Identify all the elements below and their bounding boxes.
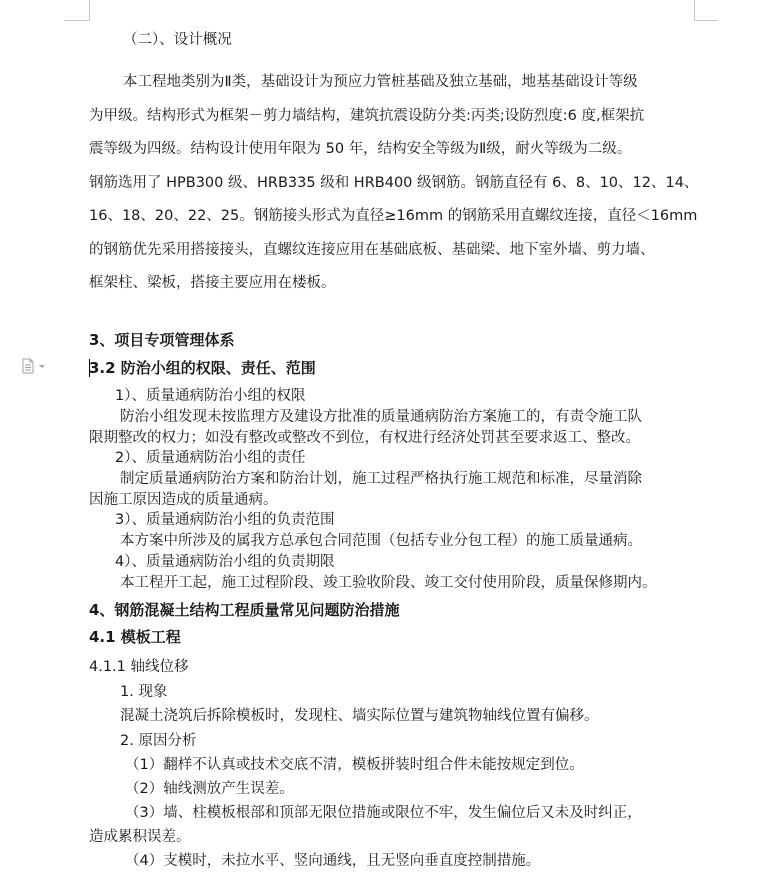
paragraph-line: 16、18、20、22、25。钢筋接头形式为直径≥16mm 的钢筋采用直螺纹连接，直径＜16mm [89, 208, 698, 224]
paragraph-line: 本方案中所涉及的属我方总承包合同范围（包括专业分包工程）的施工质量通病。 [120, 533, 642, 549]
section-heading-management-system: 3、项目专项管理体系 [89, 331, 235, 349]
list-item-heading: 3）、质量通病防治小组的负责范围 [115, 512, 335, 528]
paragraph-line: 制定质量通病防治方案和防治计划，施工过程严格执行施工规范和标准，尽量消除 [120, 471, 642, 487]
list-item-heading: 2）、质量通病防治小组的责任 [115, 450, 306, 466]
paragraph-line: 本工程开工起，施工过程阶段、竣工验收阶段、竣工交付使用阶段，质量保修期内。 [120, 575, 657, 591]
list-item-heading: 1）、质量通病防治小组的权限 [115, 388, 306, 404]
paragraph-line: （2）轴线测放产生误差。 [125, 781, 294, 797]
paragraph-line: （1）翻样不认真或技术交底不清，模板拼装时组合件未能按规定到位。 [125, 757, 584, 773]
paragraph-line: 框架柱、梁板，搭接主要应用在楼板。 [89, 275, 336, 291]
paragraph-line: 震等级为四级。结构设计使用年限为 50 年，结构安全等级为Ⅱ级，耐火等级为二级。 [89, 141, 632, 157]
crop-mark-top-left-vertical [89, 0, 90, 20]
paragraph-line: 本工程地类别为Ⅱ类，基础设计为预应力管桩基础及独立基础，地基基础设计等级 [123, 74, 638, 90]
paragraph-line: 混凝土浇筑后拆除模板时，发现柱、墙实际位置与建筑物轴线位置有偏移。 [120, 708, 599, 724]
list-item-heading: 2. 原因分析 [120, 733, 197, 749]
paragraph-line: 限期整改的权力；如没有整改或整改不到位，有权进行经济处罚甚至要求返工、整改。 [89, 430, 640, 446]
paragraph-line: （3）墙、柱模板根部和顶部无限位措施或限位不牢，发生偏位后又未及时纠正， [125, 805, 642, 821]
paragraph-line: 造成累积误差。 [89, 829, 191, 845]
subsection-heading-authority: 3.2 防治小组的权限、责任、范围 [89, 359, 316, 377]
subsection-heading-formwork: 4.1 模板工程 [89, 628, 181, 646]
crop-mark-top-left-horizontal [64, 20, 90, 21]
crop-mark-top-right-horizontal [694, 20, 718, 21]
paragraph-line: （4）支模时，未拉水平、竖向通线，且无竖向垂直度控制措施。 [125, 853, 541, 869]
paragraph-line: 因施工原因造成的质量通病。 [89, 492, 278, 508]
paragraph-line: 的钢筋优先采用搭接接头，直螺纹连接应用在基础底板、基础梁、地下室外墙、剪力墙、 [89, 242, 655, 258]
list-item-heading: 1. 现象 [120, 684, 168, 700]
paragraph-line: 防治小组发现未按监理方及建设方批准的质量通病防治方案施工的，有责令施工队 [120, 409, 642, 425]
paragraph-line: 为甲级。结构形式为框架－剪力墙结构，建筑抗震设防分类:丙类;设防烈度:6 度,框架抗 [89, 108, 645, 124]
section-heading-concrete-structure: 4、钢筋混凝土结构工程质量常见问题防治措施 [89, 601, 400, 619]
section-heading-design-overview: （二）、设计概况 [123, 32, 232, 48]
paragraph-options-icon[interactable] [20, 358, 50, 374]
subsection-heading-axis-shift: 4.1.1 轴线位移 [89, 659, 189, 675]
paragraph-line: 钢筋选用了 HPB300 级、HRB335 级和 HRB400 级钢筋。钢筋直径有 6、8、10、12、14、 [89, 175, 699, 191]
list-item-heading: 4）、质量通病防治小组的负责期限 [115, 554, 335, 570]
crop-mark-top-right-vertical [694, 0, 695, 20]
